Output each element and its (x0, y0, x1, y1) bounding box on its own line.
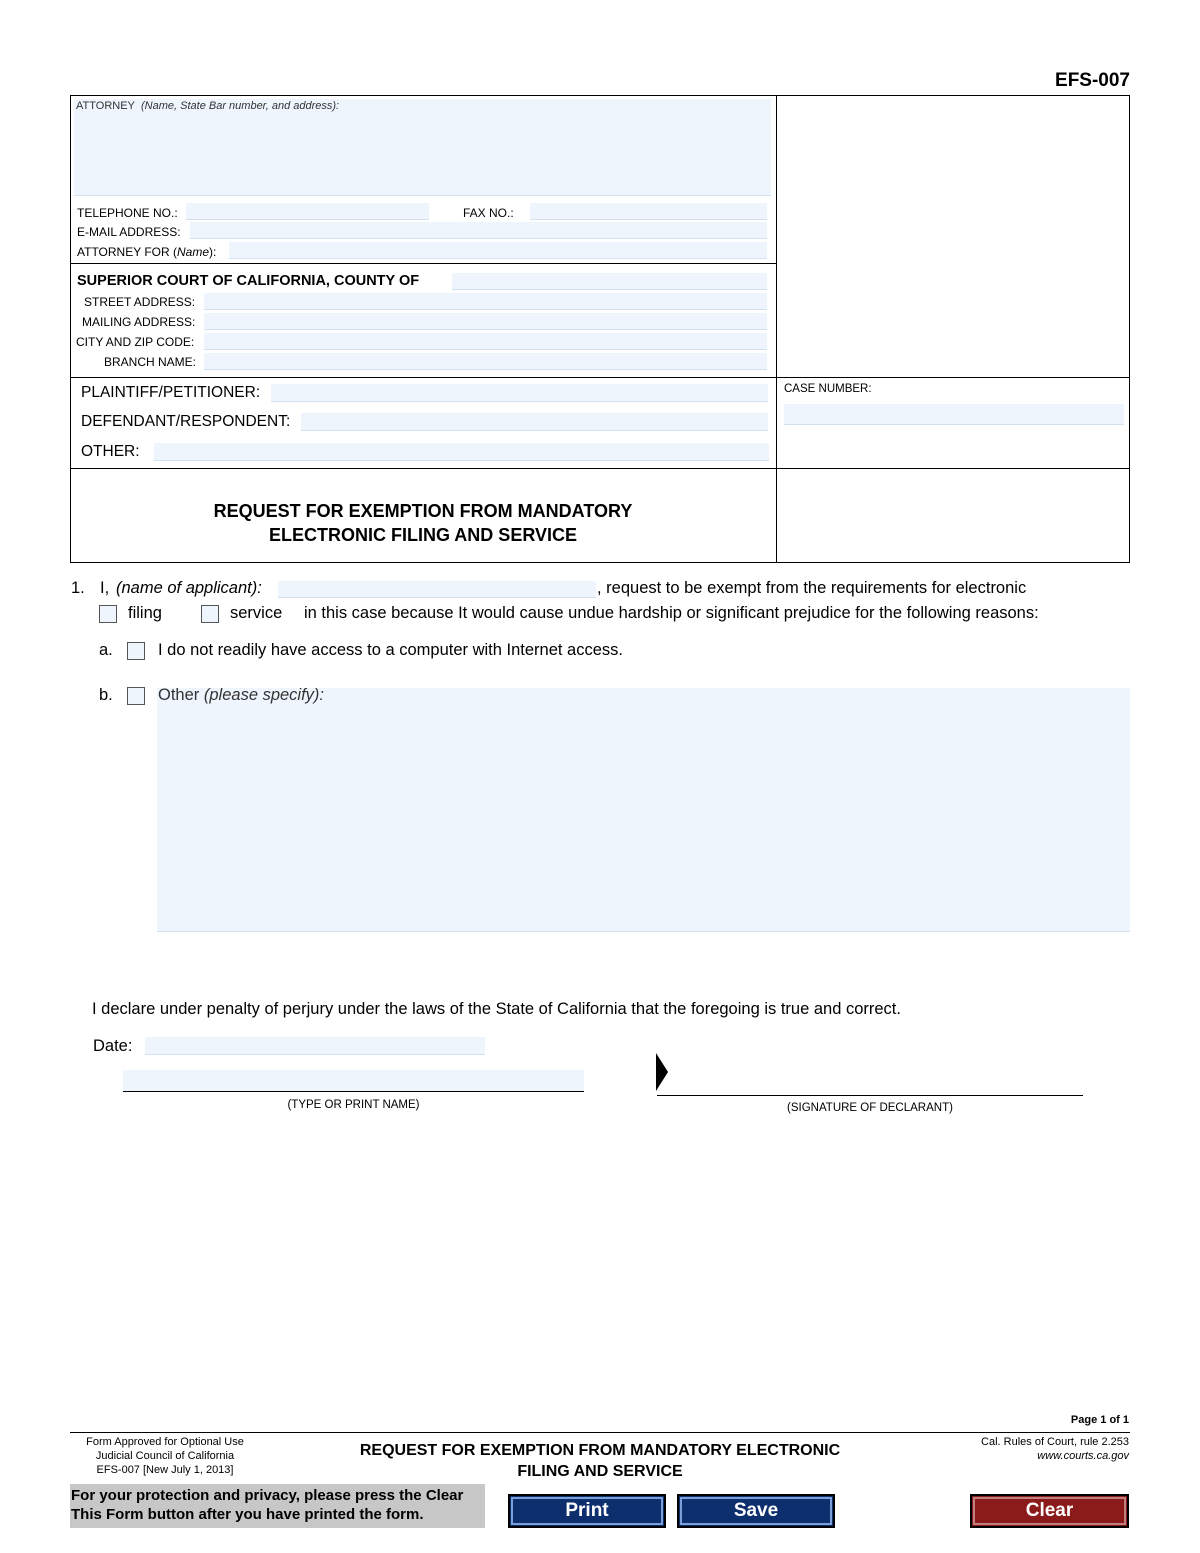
item-b-letter: b. (99, 686, 113, 704)
case-number-label: CASE NUMBER: (784, 383, 872, 395)
item-a-text: I do not readily have access to a computer with Internet access. (158, 641, 623, 659)
other-reason-field[interactable] (157, 688, 1130, 932)
court-title: SUPERIOR COURT OF CALIFORNIA, COUNTY OF (77, 273, 420, 289)
request-text: , request to be exempt from the requirements for electronic (597, 579, 1027, 597)
telephone-label: TELEPHONE NO.: (77, 206, 178, 220)
date-field[interactable] (145, 1037, 485, 1055)
filing-checkbox[interactable] (99, 605, 117, 623)
signature-caption: (SIGNATURE OF DECLARANT) (787, 1102, 953, 1114)
attorney-for-label (77, 245, 216, 259)
attorney-info-field[interactable] (74, 99, 771, 196)
item1-intro: I, (100, 579, 110, 597)
privacy-notice-line1: For your protection and privacy, please press the Clear (71, 1487, 464, 1504)
signature-arrow-icon (655, 1053, 669, 1091)
city-zip-field[interactable] (204, 333, 767, 350)
attorney-for-label-name: Name (177, 245, 210, 259)
email-label: E-MAIL ADDRESS: (77, 225, 181, 239)
applicant-name-field[interactable] (278, 581, 596, 598)
save-button[interactable]: Save (677, 1494, 835, 1528)
branch-name-field[interactable] (204, 353, 767, 370)
attorney-for-label-pre: ATTORNEY FOR ( (77, 245, 178, 259)
defendant-field[interactable] (301, 413, 768, 431)
branch-name-label: BRANCH NAME: (104, 355, 197, 369)
footer-title-line1: REQUEST FOR EXEMPTION FROM MANDATORY ELECTRONIC (359, 1442, 841, 1459)
page-number: Page 1 of 1 (1070, 1414, 1129, 1426)
form-title-line2: ELECTRONIC FILING AND SERVICE (268, 525, 578, 545)
footer-right-info (900, 1435, 1129, 1463)
no-internet-checkbox[interactable] (127, 642, 145, 660)
courts-website-link[interactable]: www.courts.ca.gov (1037, 1450, 1129, 1462)
attorney-header-hint: (Name, State Bar number, and address): (141, 100, 340, 112)
type-name-field[interactable] (123, 1070, 584, 1092)
city-zip-label: CITY AND ZIP CODE: (76, 335, 195, 349)
service-label: service (230, 604, 283, 622)
signature-line[interactable] (657, 1095, 1083, 1096)
attorney-for-field[interactable] (229, 242, 767, 259)
service-checkbox[interactable] (201, 605, 219, 623)
divider (70, 468, 1130, 469)
attorney-header (76, 100, 339, 112)
divider (70, 263, 777, 264)
applicant-name-label: (name of applicant): (116, 579, 262, 597)
caption-right-box (776, 95, 1130, 563)
attorney-for-label-post: ): (209, 245, 217, 259)
case-number-field[interactable] (784, 404, 1124, 425)
street-address-field[interactable] (204, 293, 767, 310)
form-title-line1: REQUEST FOR EXEMPTION FROM MANDATORY (213, 501, 633, 521)
filing-label: filing (128, 604, 162, 622)
email-field[interactable] (190, 222, 767, 239)
fax-label: FAX NO.: (463, 206, 514, 220)
rules-reference: Cal. Rules of Court, rule 2.253 (981, 1436, 1129, 1448)
street-address-label: STREET ADDRESS: (84, 295, 196, 309)
footer-rule (70, 1432, 1130, 1433)
date-label: Date: (93, 1037, 133, 1055)
other-party-label: OTHER: (81, 443, 140, 460)
attorney-header-label: ATTORNEY (76, 100, 135, 112)
other-party-field[interactable] (154, 443, 769, 461)
item1-number: 1. (71, 579, 85, 597)
mailing-address-label: MAILING ADDRESS: (82, 315, 196, 329)
fax-field[interactable] (530, 203, 767, 220)
item-b-text (158, 686, 324, 705)
county-field[interactable] (452, 273, 767, 290)
footer-left-line3: EFS-007 [New July 1, 2013] (96, 1464, 234, 1476)
form-id: EFS-007 (1055, 70, 1130, 91)
reason-text: in this case because It would cause undue hardship or significant prejudice for the following reasons: (304, 604, 1039, 622)
form-title (70, 499, 776, 547)
item-a-letter: a. (99, 641, 113, 659)
footer-title-line2: FILING AND SERVICE (517, 1463, 683, 1480)
type-name-caption: (TYPE OR PRINT NAME) (287, 1099, 420, 1111)
defendant-label: DEFENDANT/RESPONDENT: (81, 413, 291, 430)
footer-left-line1: Form Approved for Optional Use (86, 1436, 244, 1448)
privacy-notice-line2: This Form button after you have printed the form. (71, 1506, 424, 1523)
plaintiff-label: PLAINTIFF/PETITIONER: (81, 384, 261, 401)
privacy-notice (70, 1484, 485, 1528)
declaration-text: I declare under penalty of perjury under the laws of the State of California that the foregoing is true and correct. (92, 1000, 901, 1018)
other-reason-checkbox[interactable] (127, 687, 145, 705)
other-hint: (please specify): (203, 686, 325, 704)
footer-left-line2: Judicial Council of California (95, 1450, 235, 1462)
telephone-field[interactable] (186, 203, 429, 220)
footer-left-info (70, 1435, 260, 1477)
clear-button[interactable]: Clear (970, 1494, 1129, 1528)
footer-title (300, 1440, 900, 1482)
plaintiff-field[interactable] (271, 384, 768, 402)
print-button[interactable]: Print (508, 1494, 666, 1528)
divider (70, 377, 1130, 378)
other-label: Other (158, 686, 200, 704)
mailing-address-field[interactable] (204, 313, 767, 330)
